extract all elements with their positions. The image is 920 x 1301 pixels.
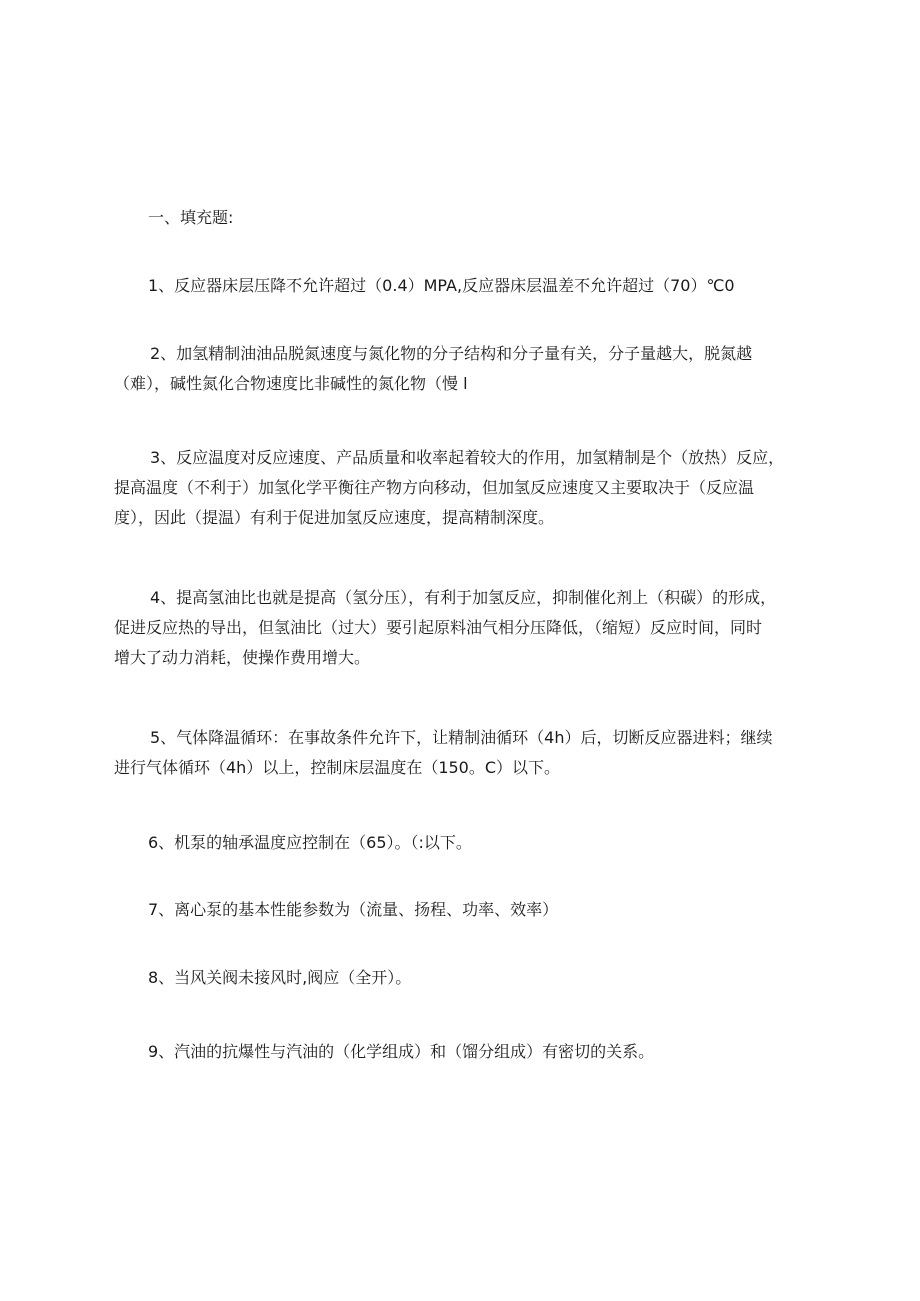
question-8 bbox=[114, 963, 814, 993]
question-3-line-1: 3、反应温度对反应速度、产品质量和收率起着较大的作用，加氢精制是个（放热）反应， bbox=[150, 448, 785, 467]
question-1-line-1: 1、反应器床层压降不允许超过（0.4）MPA,反应器床层温差不允许超过（70）℃0 bbox=[148, 276, 735, 295]
question-7-line-1: 7、离心泵的基本性能参数为（流量、扬程、功率、效率） bbox=[148, 900, 559, 919]
question-5-line-2: 进行气体循环（4h）以上，控制床层温度在（150。C）以下。 bbox=[114, 758, 561, 777]
question-8-line-1: 8、当风关阀未接风时,阀应（全开）。 bbox=[148, 968, 412, 987]
question-2 bbox=[114, 339, 814, 399]
question-4-line-2: 促进反应热的导出，但氢油比（过大）要引起原料油气相分压降低，（缩短）反应时间，同时 bbox=[114, 618, 763, 637]
question-3 bbox=[114, 443, 814, 533]
question-4 bbox=[114, 583, 814, 673]
question-6 bbox=[114, 828, 814, 858]
question-2-line-1: 2、加氢精制油油品脱氮速度与氮化物的分子结构和分子量有关，分子量越大，脱氮越 bbox=[150, 344, 753, 363]
question-9-line-1: 9、汽油的抗爆性与汽油的（化学组成）和（馏分组成）有密切的关系。 bbox=[148, 1042, 655, 1061]
question-1 bbox=[114, 271, 814, 301]
question-9 bbox=[114, 1037, 814, 1067]
question-5 bbox=[114, 723, 814, 783]
question-7 bbox=[114, 895, 814, 925]
question-6-line-1: 6、机泵的轴承温度应控制在（65）。（:以下。 bbox=[148, 833, 472, 852]
section-heading: 一、填充题: bbox=[148, 208, 234, 227]
question-4-line-1: 4、提高氢油比也就是提高（氢分压），有利于加氢反应，抑制催化剂上（积碳）的形成， bbox=[150, 588, 777, 607]
question-3-line-2: 提高温度（不利于）加氢化学平衡往产物方向移动，但加氢反应速度又主要取决于（反应温 bbox=[114, 478, 755, 497]
question-4-line-3: 增大了动力消耗，使操作费用增大。 bbox=[114, 648, 371, 667]
question-5-line-1: 5、气体降温循环：在事故条件允许下，让精制油循环（4h）后，切断反应器进料；继续 bbox=[150, 728, 773, 747]
question-2-line-2: （难），碱性氮化合物速度比非碱性的氮化物（慢 l bbox=[114, 374, 468, 393]
question-3-line-3: 度），因此（提温）有利于促进加氢反应速度，提高精制深度。 bbox=[114, 508, 555, 527]
